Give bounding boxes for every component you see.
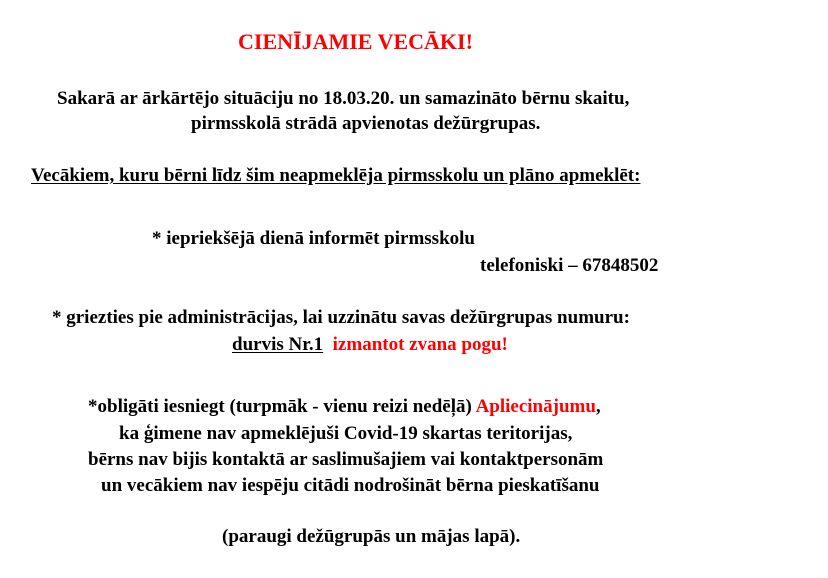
page-title: CIENĪJAMIE VECĀKI!	[238, 29, 473, 54]
certificate-highlight: Apliecinājumu	[475, 396, 596, 417]
item-1-line-1: * iepriekšējā dienā informēt pirmsskolu	[152, 228, 475, 249]
item-1-phone: telefoniski – 67848502	[480, 255, 659, 276]
subheading: Vecākiem, kuru bērni līdz šim neapmeklēja pirmsskolu un plāno apmeklēt:	[31, 165, 641, 186]
item-3-prefix: *obligāti iesniegt (turpmāk - vienu reizi nedēļā)	[88, 396, 476, 417]
footer-note: (paraugi dežūgrupās un mājas lapā).	[222, 526, 521, 547]
door-number: durvis Nr.1	[232, 334, 324, 355]
item-2-line-2	[232, 335, 508, 354]
item-3-line-1	[88, 397, 601, 416]
intro-line-1: Sakarā ar ārkārtējo situāciju no 18.03.20. un samazināto bērnu skaitu,	[57, 88, 630, 109]
item-3-line-2: ka ģimene nav apmeklējuši Covid-19 skartas teritorijas,	[119, 423, 573, 444]
item-2-line-1: * griezties pie administrācijas, lai uzzinātu savas dežūrgrupas numuru:	[52, 307, 630, 328]
item-3-line-4: un vecākiem nav iespēju citādi nodrošināt bērna pieskatīšanu	[101, 475, 600, 496]
item-3-line-3: bērns nav bijis kontaktā ar saslimušajiem vai kontaktpersonām	[88, 449, 604, 470]
intro-line-2: pirmsskolā strādā apvienotas dežūrgrupas.	[191, 113, 541, 134]
item-3-suffix: ,	[595, 396, 601, 417]
bell-instruction: izmantot zvana pogu!	[332, 334, 508, 355]
